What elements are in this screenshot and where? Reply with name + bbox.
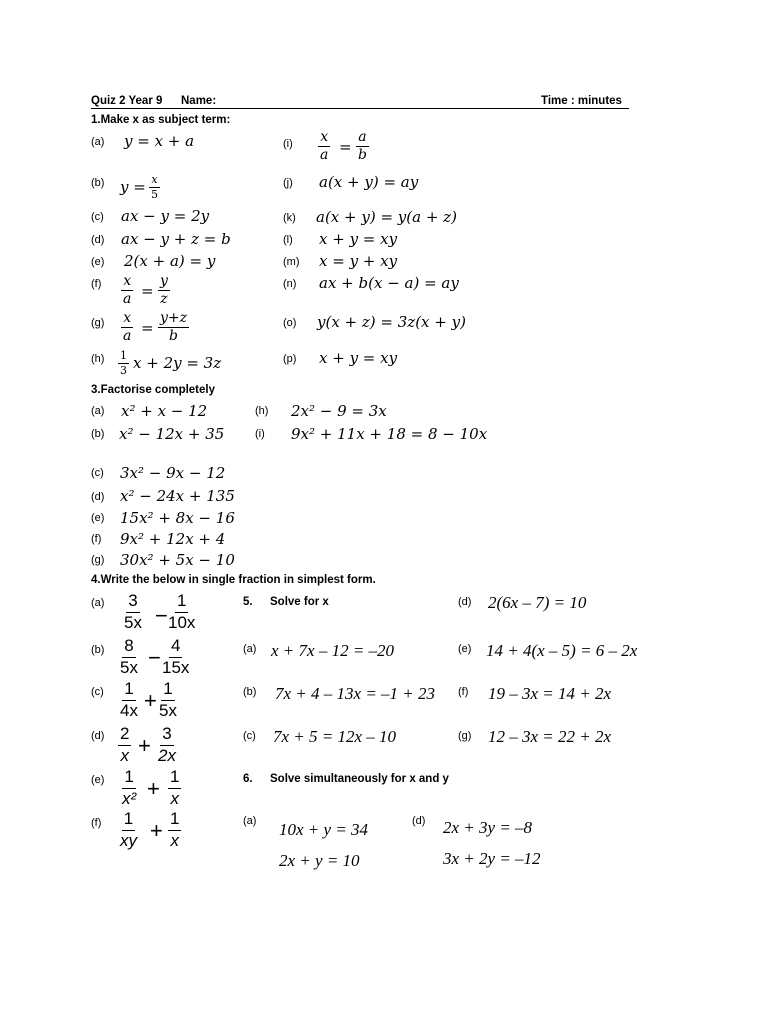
q4-c-op: +	[144, 688, 157, 713]
q4-f-label: (f)	[91, 817, 102, 829]
q1-b-fraction	[149, 174, 160, 201]
q3-h-expr: 2x² − 9 = 3x	[291, 402, 387, 420]
q4-e-d1: x²	[122, 788, 137, 808]
q1-i-n1: x	[318, 130, 330, 147]
q4-d-label: (d)	[91, 730, 105, 742]
q6-d-eq2: 3x + 2y = –12	[443, 849, 541, 868]
q4-c-label: (c)	[91, 686, 104, 698]
q1-f-d1: a	[123, 291, 132, 308]
q1-m-label: (m)	[283, 256, 300, 268]
q6-a-eq1: 10x + y = 34	[279, 820, 369, 839]
q4-b-n2: 4	[169, 637, 182, 658]
q1-b-den: 5	[151, 188, 158, 202]
q1-g-n1: x	[121, 311, 133, 328]
q4-d-op: +	[138, 733, 151, 758]
q1-g-label: (g)	[91, 317, 105, 329]
q3-b-label: (b)	[91, 428, 105, 440]
q4-e-frac1	[120, 768, 138, 808]
q1-k-expr: a(x + y) = y(a + z)	[316, 208, 457, 226]
q4-c-n1: 1	[122, 680, 135, 701]
q6-number: 6.	[243, 773, 253, 785]
q1-g-n2: y+z	[158, 311, 189, 328]
q4-d-frac1	[118, 725, 131, 765]
q4-e-d2: x	[170, 788, 179, 808]
q6-d-label: (d)	[412, 815, 426, 827]
q1-d-label: (d)	[91, 234, 105, 246]
q1-j-expr: a(x + y) = ay	[319, 173, 419, 191]
q5-g-expr: 12 – 3x = 22 + 2x	[488, 727, 612, 746]
q1-b-lhs: y =	[120, 178, 146, 196]
q1-h-frac	[118, 350, 129, 377]
q4-d-frac2	[156, 725, 178, 765]
q1-g-eq: =	[141, 319, 154, 337]
q1-i-eq: =	[339, 138, 352, 156]
q5-c-label: (c)	[243, 730, 256, 742]
q1-l-label: (l)	[283, 234, 293, 246]
q5-d-expr: 2(6x – 7) = 10	[488, 593, 587, 612]
q4-e-frac2	[168, 768, 181, 808]
q4-c-d1: 4x	[120, 700, 138, 720]
q5-e-label: (e)	[458, 643, 472, 655]
q1-g-d2: b	[169, 328, 178, 345]
q3-d-label: (d)	[91, 491, 105, 503]
q1-o-expr: y(x + z) = 3z(x + y)	[317, 313, 466, 331]
q1-a-expr: y = x + a	[124, 132, 195, 150]
q1-i-frac2	[356, 130, 369, 164]
q3-i-label: (i)	[255, 428, 265, 440]
q4-e-op: +	[147, 776, 160, 801]
q5-number: 5.	[243, 596, 253, 608]
q5-a-label: (a)	[243, 643, 257, 655]
q1-n-label: (n)	[283, 278, 297, 290]
q5-g-label: (g)	[458, 730, 472, 742]
q4-f-d1: xy	[120, 830, 137, 850]
q3-e-expr: 15x² + 8x − 16	[120, 509, 235, 527]
q1-f-n1: x	[121, 274, 133, 291]
q4-a-label: (a)	[91, 597, 105, 609]
q1-f-frac1	[121, 274, 133, 308]
q1-e-label: (e)	[91, 256, 105, 268]
q1-d-expr: ax − y + z = b	[121, 230, 231, 248]
q3-title: 3.Factorise completely	[91, 384, 215, 396]
q4-e-label: (e)	[91, 774, 105, 786]
q4-a-d1: 5x	[124, 612, 142, 632]
q4-a-frac2	[166, 592, 197, 632]
q1-title: 1.Make x as subject term:	[91, 114, 231, 126]
q4-e-n1: 1	[122, 768, 135, 789]
q1-i-n2: a	[356, 130, 368, 147]
q1-a-label: (a)	[91, 136, 105, 148]
q5-f-expr: 19 – 3x = 14 + 2x	[488, 684, 612, 703]
q4-d-n2: 3	[160, 725, 173, 746]
q3-g-expr: 30x² + 5x − 10	[120, 551, 235, 569]
q6-title: Solve simultaneously for x and y	[270, 773, 449, 785]
name-label: Name:	[181, 95, 217, 107]
q3-f-expr: 9x² + 12x + 4	[120, 530, 226, 548]
q1-g-frac2	[158, 311, 189, 345]
q1-l-expr: x + y = xy	[319, 230, 398, 248]
q5-b-label: (b)	[243, 686, 257, 698]
q1-i-d2: b	[358, 147, 367, 164]
q4-a-d2: 10x	[168, 612, 196, 632]
q6-d-eq1: 2x + 3y = –8	[443, 818, 533, 837]
q3-d-expr: x² − 24x + 135	[120, 487, 235, 505]
q5-c-expr: 7x + 5 = 12x – 10	[273, 727, 397, 746]
q1-i-label: (i)	[283, 138, 293, 150]
q3-h-label: (h)	[255, 405, 269, 417]
q3-i-expr: 9x² + 11x + 18 = 8 − 10x	[291, 425, 488, 443]
q1-k-label: (k)	[283, 212, 296, 224]
q1-f-label: (f)	[91, 278, 102, 290]
q1-i-frac1	[318, 130, 330, 164]
q4-b-op: −	[148, 645, 161, 670]
q3-b-expr: x² − 12x + 35	[119, 425, 225, 443]
q4-b-frac2	[160, 637, 191, 677]
q4-f-n1: 1	[122, 810, 135, 831]
q5-d-label: (d)	[458, 596, 472, 608]
q1-g-d1: a	[123, 328, 132, 345]
q1-b-label: (b)	[91, 177, 105, 189]
q4-f-n2: 1	[168, 810, 181, 831]
q5-e-expr: 14 + 4(x – 5) = 6 – 2x	[486, 641, 638, 660]
q3-c-label: (c)	[91, 467, 104, 479]
q4-a-n2: 1	[175, 592, 188, 613]
q3-a-expr: x² + x − 12	[121, 402, 208, 420]
q1-n-expr: ax + b(x − a) = ay	[319, 274, 459, 292]
q6-a-eq2: 2x + y = 10	[279, 851, 360, 870]
time-label: Time : minutes	[541, 95, 622, 107]
q1-h-d1: 3	[120, 364, 127, 378]
q1-m-expr: x = y + xy	[319, 252, 398, 270]
q4-b-label: (b)	[91, 644, 105, 656]
q3-e-label: (e)	[91, 512, 105, 524]
q4-d-d2: 2x	[158, 745, 176, 765]
quiz-title: Quiz 2 Year 9	[91, 95, 163, 107]
q3-a-label: (a)	[91, 405, 105, 417]
q4-title: 4.Write the below in single fraction in simplest form.	[91, 574, 376, 586]
q1-b-num: x	[149, 174, 159, 188]
q4-c-d2: 5x	[159, 700, 177, 720]
q4-f-d2: x	[170, 830, 179, 850]
q4-d-n1: 2	[118, 725, 131, 746]
q4-a-frac1	[122, 592, 144, 632]
q4-b-d2: 15x	[162, 657, 190, 677]
header-underline	[91, 108, 629, 109]
q4-f-frac2	[168, 810, 181, 850]
q4-c-n2: 1	[161, 680, 174, 701]
q4-e-n2: 1	[168, 768, 181, 789]
q4-a-n1: 3	[126, 592, 139, 613]
q4-b-n1: 8	[122, 637, 135, 658]
q5-b-expr: 7x + 4 – 13x = –1 + 23	[275, 684, 436, 703]
q1-f-eq: =	[141, 282, 154, 300]
q5-a-expr: x + 7x – 12 = –20	[271, 641, 395, 660]
q1-g-frac1	[121, 311, 133, 345]
q1-f-frac2	[158, 274, 170, 308]
q4-f-op: +	[150, 818, 163, 843]
q1-h-label: (h)	[91, 353, 105, 365]
q4-b-frac1	[118, 637, 140, 677]
q4-d-d1: x	[120, 745, 129, 765]
q1-f-d2: z	[160, 291, 168, 308]
q1-j-label: (j)	[283, 177, 293, 189]
q1-o-label: (o)	[283, 317, 297, 329]
q1-h-rest: x + 2y = 3z	[133, 354, 222, 372]
q6-a-label: (a)	[243, 815, 257, 827]
q1-f-n2: y	[158, 274, 170, 291]
q1-c-expr: ax − y = 2y	[121, 207, 210, 225]
q1-p-label: (p)	[283, 353, 297, 365]
q1-e-expr: 2(x + a) = y	[124, 252, 216, 270]
q4-a-op: −	[155, 603, 168, 628]
q4-c-frac2	[157, 680, 179, 720]
q5-title: Solve for x	[270, 596, 329, 608]
q4-b-d1: 5x	[120, 657, 138, 677]
q3-f-label: (f)	[91, 533, 102, 545]
q1-c-label: (c)	[91, 211, 104, 223]
q4-c-frac1	[118, 680, 140, 720]
q5-f-label: (f)	[458, 686, 469, 698]
q3-g-label: (g)	[91, 554, 105, 566]
q4-f-frac1	[118, 810, 139, 850]
q1-i-d1: a	[320, 147, 329, 164]
q1-h-n1: 1	[118, 350, 129, 364]
q1-p-expr: x + y = xy	[319, 349, 398, 367]
q3-c-expr: 3x² − 9x − 12	[120, 464, 226, 482]
